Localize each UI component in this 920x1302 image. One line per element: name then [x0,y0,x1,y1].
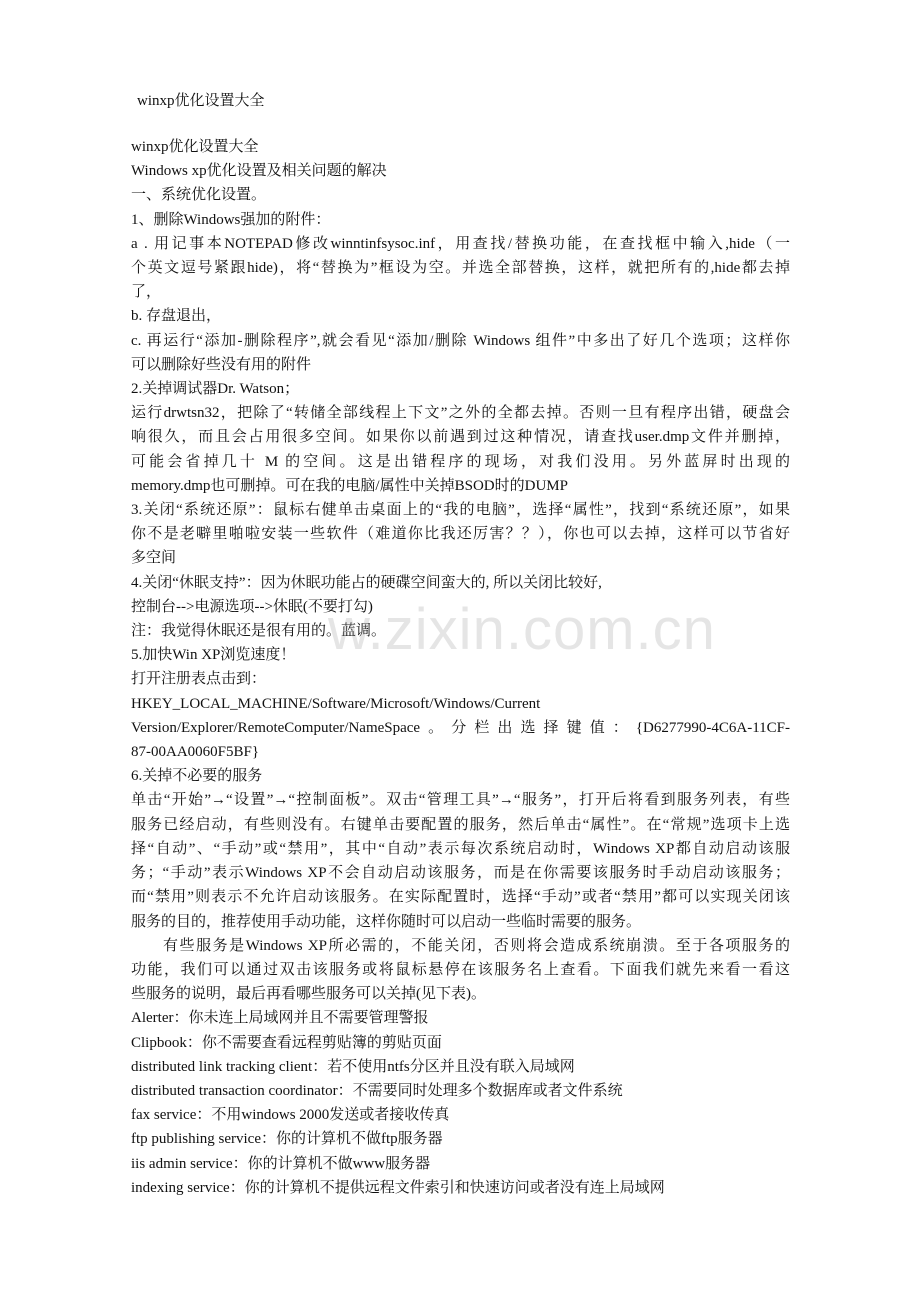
text-line: b. 存盘退出， [131,308,222,325]
text-line: a . 用记事本NOTEPAD修改winntinfsysoc.inf，用查找/替换功能，在查找框中输入,hide（一 [131,235,790,252]
text-line: 运行drwtsn32，把除了“转储全部线程上下文”之外的全都去掉。否则一旦有程序出错，硬盘会 [131,405,790,422]
text-line: 多空间 [131,550,177,567]
service-item: Alerter：你未连上局域网并且不需要管理警报 [131,1010,429,1027]
text-line: 个英文逗号紧跟hide)，将“替换为”框设为空。并选全部替换，这样，就把所有的,hide都去掉 [131,260,790,277]
text-line: 可以删除好些没有用的附件 [131,356,312,373]
item-heading: 2.关掉调试器Dr. Watson； [131,381,300,398]
item-heading: 5.加快Win XP浏览速度！ [131,647,296,664]
document-body [131,135,790,1200]
text-line: 功能，我们可以通过双击该服务或将鼠标悬停在该服务名上查看。下面我们就先来看一看这 [131,961,790,978]
text-line: memory.dmp也可删掉。可在我的电脑/属性中关掉BSOD时的DUMP [131,477,568,494]
text-line: 响很久，而且会占用很多空间。如果你以前遇到过这种情况，请查找user.dmp文件并删掉， [131,429,790,446]
indented-text-line: 有些服务是Windows XP所必需的，不能关闭，否则将会造成系统崩溃。至于各项服务的 [163,937,790,954]
document-header-title: winxp优化设置大全 [137,93,265,109]
text-line: 可能会省掉几十 M 的空间。这是出错程序的现场，对我们没用。另外蓝屏时出现的 [131,453,790,470]
service-item: fax service：不用windows 2000发送或者接收传真 [131,1107,450,1124]
text-line: 单击“开始”→“设置”→“控制面板”。双击“管理工具”→“服务”，打开后将看到服务列表，有些 [131,792,790,809]
text-line: 些服务的说明，最后再看哪些服务可以关掉(见下表)。 [131,986,486,1003]
service-item: distributed link tracking client：若不使用ntfs分区并且没有联入局域网 [131,1058,575,1075]
text-line: 择“自动”、“手动”或“禁用”，其中“自动”表示每次系统启动时，Windows XP都自动启动该服 [131,840,790,857]
text-line: 服务的目的，推荐使用手动功能，这样你随时可以启动一些临时需要的服务。 [131,913,642,930]
watermark: w.zixin.com.cn [328,597,716,662]
registry-key: 87-00AA0060F5BF} [131,744,260,761]
text-line: 打开注册表点击到： [131,671,267,688]
text-line: 3.关闭“系统还原”：鼠标右健单击桌面上的“我的电脑”，选择“属性”，找到“系统还原”，如果 [131,502,790,519]
service-item: ftp publishing service：你的计算机不做ftp服务器 [131,1131,443,1148]
body-subtitle: Windows xp优化设置及相关问题的解决 [131,163,387,180]
service-item: distributed transaction coordinator：不需要同时处理多个数据库或者文件系统 [131,1082,623,1099]
text-line: 控制台-->电源选项-->休眠(不要打勾) [131,598,373,615]
item-heading: 1、删除Windows强加的附件： [131,211,331,228]
text-line: 你不是老噼里啪啦安装一些软件（难道你比我还厉害？？），你也可以去掉，这样可以节省好 [131,526,790,543]
text-line: 而“禁用”则表示不允许启动该服务。在实际配置时，选择“手动”或者“禁用”都可以实现关闭该 [131,889,790,906]
text-line: c. 再运行“添加-删除程序”,就会看见“添加/删除 Windows 组件”中多出了好几个选项；这样你 [131,332,790,349]
service-item: iis admin service：你的计算机不做www服务器 [131,1155,431,1172]
text-line: 注：我觉得休眠还是很有用的。蓝调。 [131,623,387,640]
text-line: 了， [131,284,162,301]
section-heading: 一、系统优化设置。 [131,187,267,204]
text-line: 服务已经启动，有些则没有。右键单击要配置的服务，然后单击“属性”。在“常规”选项卡上选 [131,816,790,833]
service-item: indexing service：你的计算机不提供远程文件索引和快速访问或者没有连上局域网 [131,1179,665,1196]
registry-path: HKEY_LOCAL_MACHINE/Software/Microsoft/Windows/Current [131,695,541,712]
item-heading: 6.关掉不必要的服务 [131,768,263,785]
service-item: Clipbook：你不需要查看远程剪贴簿的剪贴页面 [131,1034,442,1051]
registry-path: Version/Explorer/RemoteComputer/NameSpace。分栏出选择键值：{D6277990-4C6A-11CF- [131,719,790,736]
text-line: 务；“手动”表示Windows XP不会自动启动该服务，而是在你需要该服务时手动启动该服务； [131,865,790,882]
body-title: winxp优化设置大全 [131,139,259,155]
item-heading: 4.关闭“休眠支持”：因为休眠功能占的硬碟空间蛮大的, 所以关闭比较好, [131,574,602,591]
